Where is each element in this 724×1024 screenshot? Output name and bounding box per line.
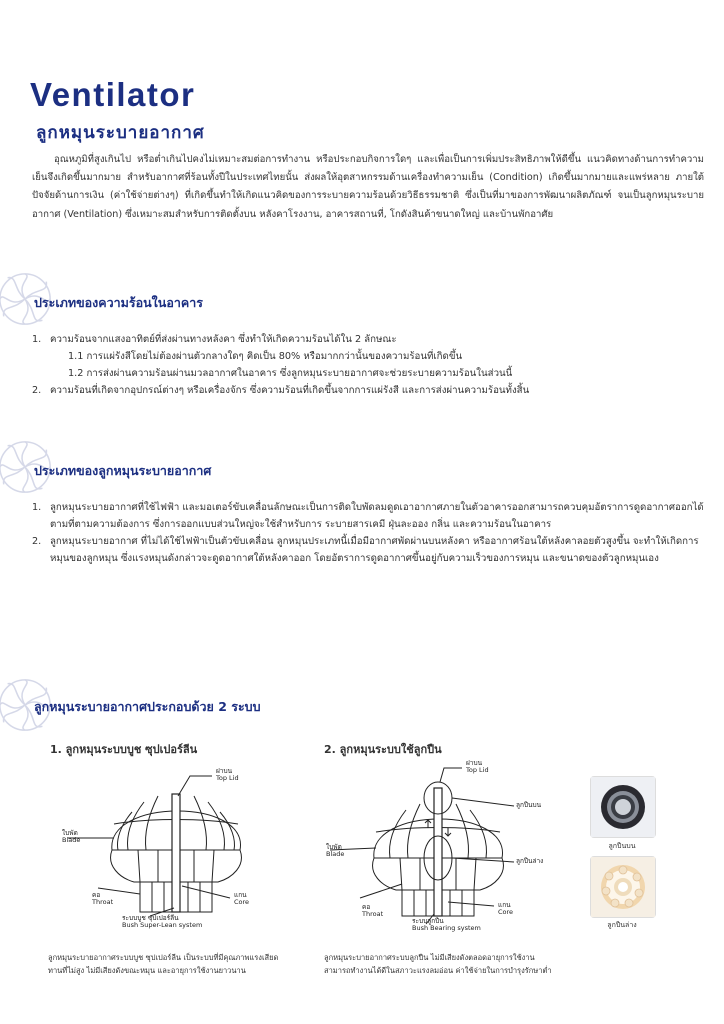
label-system: ระบบลูกปืน Bush Bearing system xyxy=(412,917,481,933)
system-1-caption: ลูกหมุนระบายอากาศระบบบูช ซุปเปอร์ลีน เป็นระบบที่มีคุณภาพแรงเสียดทานที่ไม่สูง ไม่มีเสียงดังขณะหมุน และอายุการใช้งานยาวนาน xyxy=(48,953,279,975)
label-blade: ใบพัด Blade xyxy=(326,843,345,859)
page-subtitle: ลูกหมุนระบายอากาศ xyxy=(36,123,205,143)
label-core: แกน Core xyxy=(498,901,514,917)
label-lower-bearing: ลูกปืนล่าง xyxy=(516,857,544,865)
list-item: 1. ความร้อนจากแสงอาทิตย์ที่ส่งผ่านทางหลังคา ซึ่งทำให้เกิดความร้อนได้ใน 2 ลักษณะ xyxy=(32,334,397,345)
list-item: 1.2 การส่งผ่านความร้อนผ่านมวลอากาศในอาคาร ซึ่งลูกหมุนระบายอากาศจะช่วยระบายความร้อนในส่วนนี้ xyxy=(68,367,513,379)
label-blade: ใบพัด Blade xyxy=(62,829,81,845)
label-top-lid: ฝาบน Top Lid xyxy=(216,767,239,783)
section-heat-types-heading: ประเภทของความร้อนในอาคาร xyxy=(34,295,203,310)
lower-bearing-image xyxy=(591,857,655,917)
label-upper-bearing: ลูกปืนบน xyxy=(516,801,542,809)
list-item: 2. ความร้อนที่เกิดจากอุปกรณ์ต่างๆ หรือเครื่องจักร ซึ่งความร้อนที่เกิดขึ้นจากการแผ่รังสี และการส่งผ่านความร้อนทั้งสิ้น xyxy=(32,384,530,396)
label-system: ระบบบูช ซุปเปอร์ลีน Bush Super-Lean system xyxy=(122,914,203,930)
label-core: แกน Core xyxy=(234,891,250,907)
label-throat: คอ Throat xyxy=(92,891,114,907)
bush-system-diagram xyxy=(40,758,290,938)
ventilator-types-list xyxy=(32,500,707,568)
label-top-lid: ฝาบน Top Lid xyxy=(466,759,489,775)
bearing-system-diagram xyxy=(318,758,568,938)
intro-text: อุณหภูมิที่สูงเกินไป หรือต่ำเกินไปคงไม่เหมาะสมต่อการทำงาน หรือประกอบกิจการใดๆ และเพื่อเป็นการเพิ่มประสิทธิภาพให้ดีขึ้น แนวคิดทางด้านการทำความเย็นจึงเกิดขึ้นมากมาย สำหรับอากาศที่ร้อนทั้งปีในประเทศไทยนั้น ส่งผลให้อุตสาหกรรมด้านเครื่องทำความเย็น (Condition) เกิดขึ้นมากมายและแพร่หลาย ภายใต้ปัจจัยด้านการเงิน (ค่าใช้จ่ายต่างๆ) ที่เกิดขึ้นทำให้เกิดแนวคิดของการระบายความร้อนด้วยวิธีธรรมชาติ ซึ่งเป็นที่มาของการพัฒนาผลิตภัณฑ์ จนเป็นลูกหมุนระบายอากาศ (Ventilation) ซึ่งเหมาะสมสำหรับการติดตั้งบน หลังคาโรงงาน, อาคารสถานที่, โกดังสินค้าขนาดใหญ่ และบ้านพักอาศัย xyxy=(32,154,704,220)
upper-bearing-label: ลูกปืนบน xyxy=(608,842,636,850)
label-throat: คอ Throat xyxy=(362,903,384,919)
heat-types-list xyxy=(32,332,712,400)
upper-bearing-photo xyxy=(590,776,656,838)
system-2-heading: 2. ลูกหมุนระบบใช้ลูกปืน xyxy=(324,743,442,756)
section-systems-heading: ลูกหมุนระบายอากาศประกอบด้วย 2 ระบบ xyxy=(34,699,261,714)
system-2-caption: ลูกหมุนระบายอากาศระบบลูกปืน ไม่มีเสียงดังตลอดอายุการใช้งาน สามารถทำงานได้ดีในสภาวะแรงลมอ่อน ค่าใช้จ่ายในการบำรุงรักษาต่ำ xyxy=(324,953,552,975)
lower-bearing-label: ลูกปืนล่าง xyxy=(607,921,637,929)
system-1-heading: 1. ลูกหมุนระบบบูช ซุปเปอร์ลีน xyxy=(50,743,198,756)
list-item: 1.1 การแผ่รังสีโดยไม่ต้องผ่านตัวกลางใดๆ คิดเป็น 80% หรือมากกว่านั้นของความร้อนที่เกิดขึ้น xyxy=(68,350,463,362)
section-ventilator-types-heading: ประเภทของลูกหมุนระบายอากาศ xyxy=(34,463,212,478)
list-item: 2. ลูกหมุนระบายอากาศ ที่ไม่ได้ใช้ไฟฟ้าเป็นตัวขับเคลื่อน ลูกหมุนประเภทนี้เมื่อมีอากาศพัดผ่านบนหลังคา หรืออากาศร้อนใต้หลังคาลอยตัวสูงขึ้น จะทำให้เกิดการหมุนของลูกหมุน ซึ่งแรงหมุนดังกล่าวจะดูดอากาศใต้หลังคาออก โดยอัตราการดูดอากาศขึ้นอยู่กับความเร็วของการหมุน และขนาดของตัวลูกหมุนเอง xyxy=(32,535,699,564)
lower-bearing-photo xyxy=(590,856,656,918)
list-item: 1. ลูกหมุนระบายอากาศที่ใช้ไฟฟ้า และมอเตอร์ขับเคลื่อนลักษณะเป็นการติดใบพัดลมดูดเอาอากาศภายในตัวอาคารออกสามารถควบคุมอัตราการดูดอากาศออกได้ตามที่ตามความต้องการ ซึ่งการออกแบบส่วนใหญ่จะใช้สำหรับการ ระบายสารเคมี ฝุ่นละออง กลิ่น และความร้อนในอาคาร xyxy=(32,502,704,530)
intro-paragraph xyxy=(32,151,704,224)
upper-bearing-image xyxy=(591,777,655,837)
page-title: Ventilator xyxy=(30,76,196,113)
